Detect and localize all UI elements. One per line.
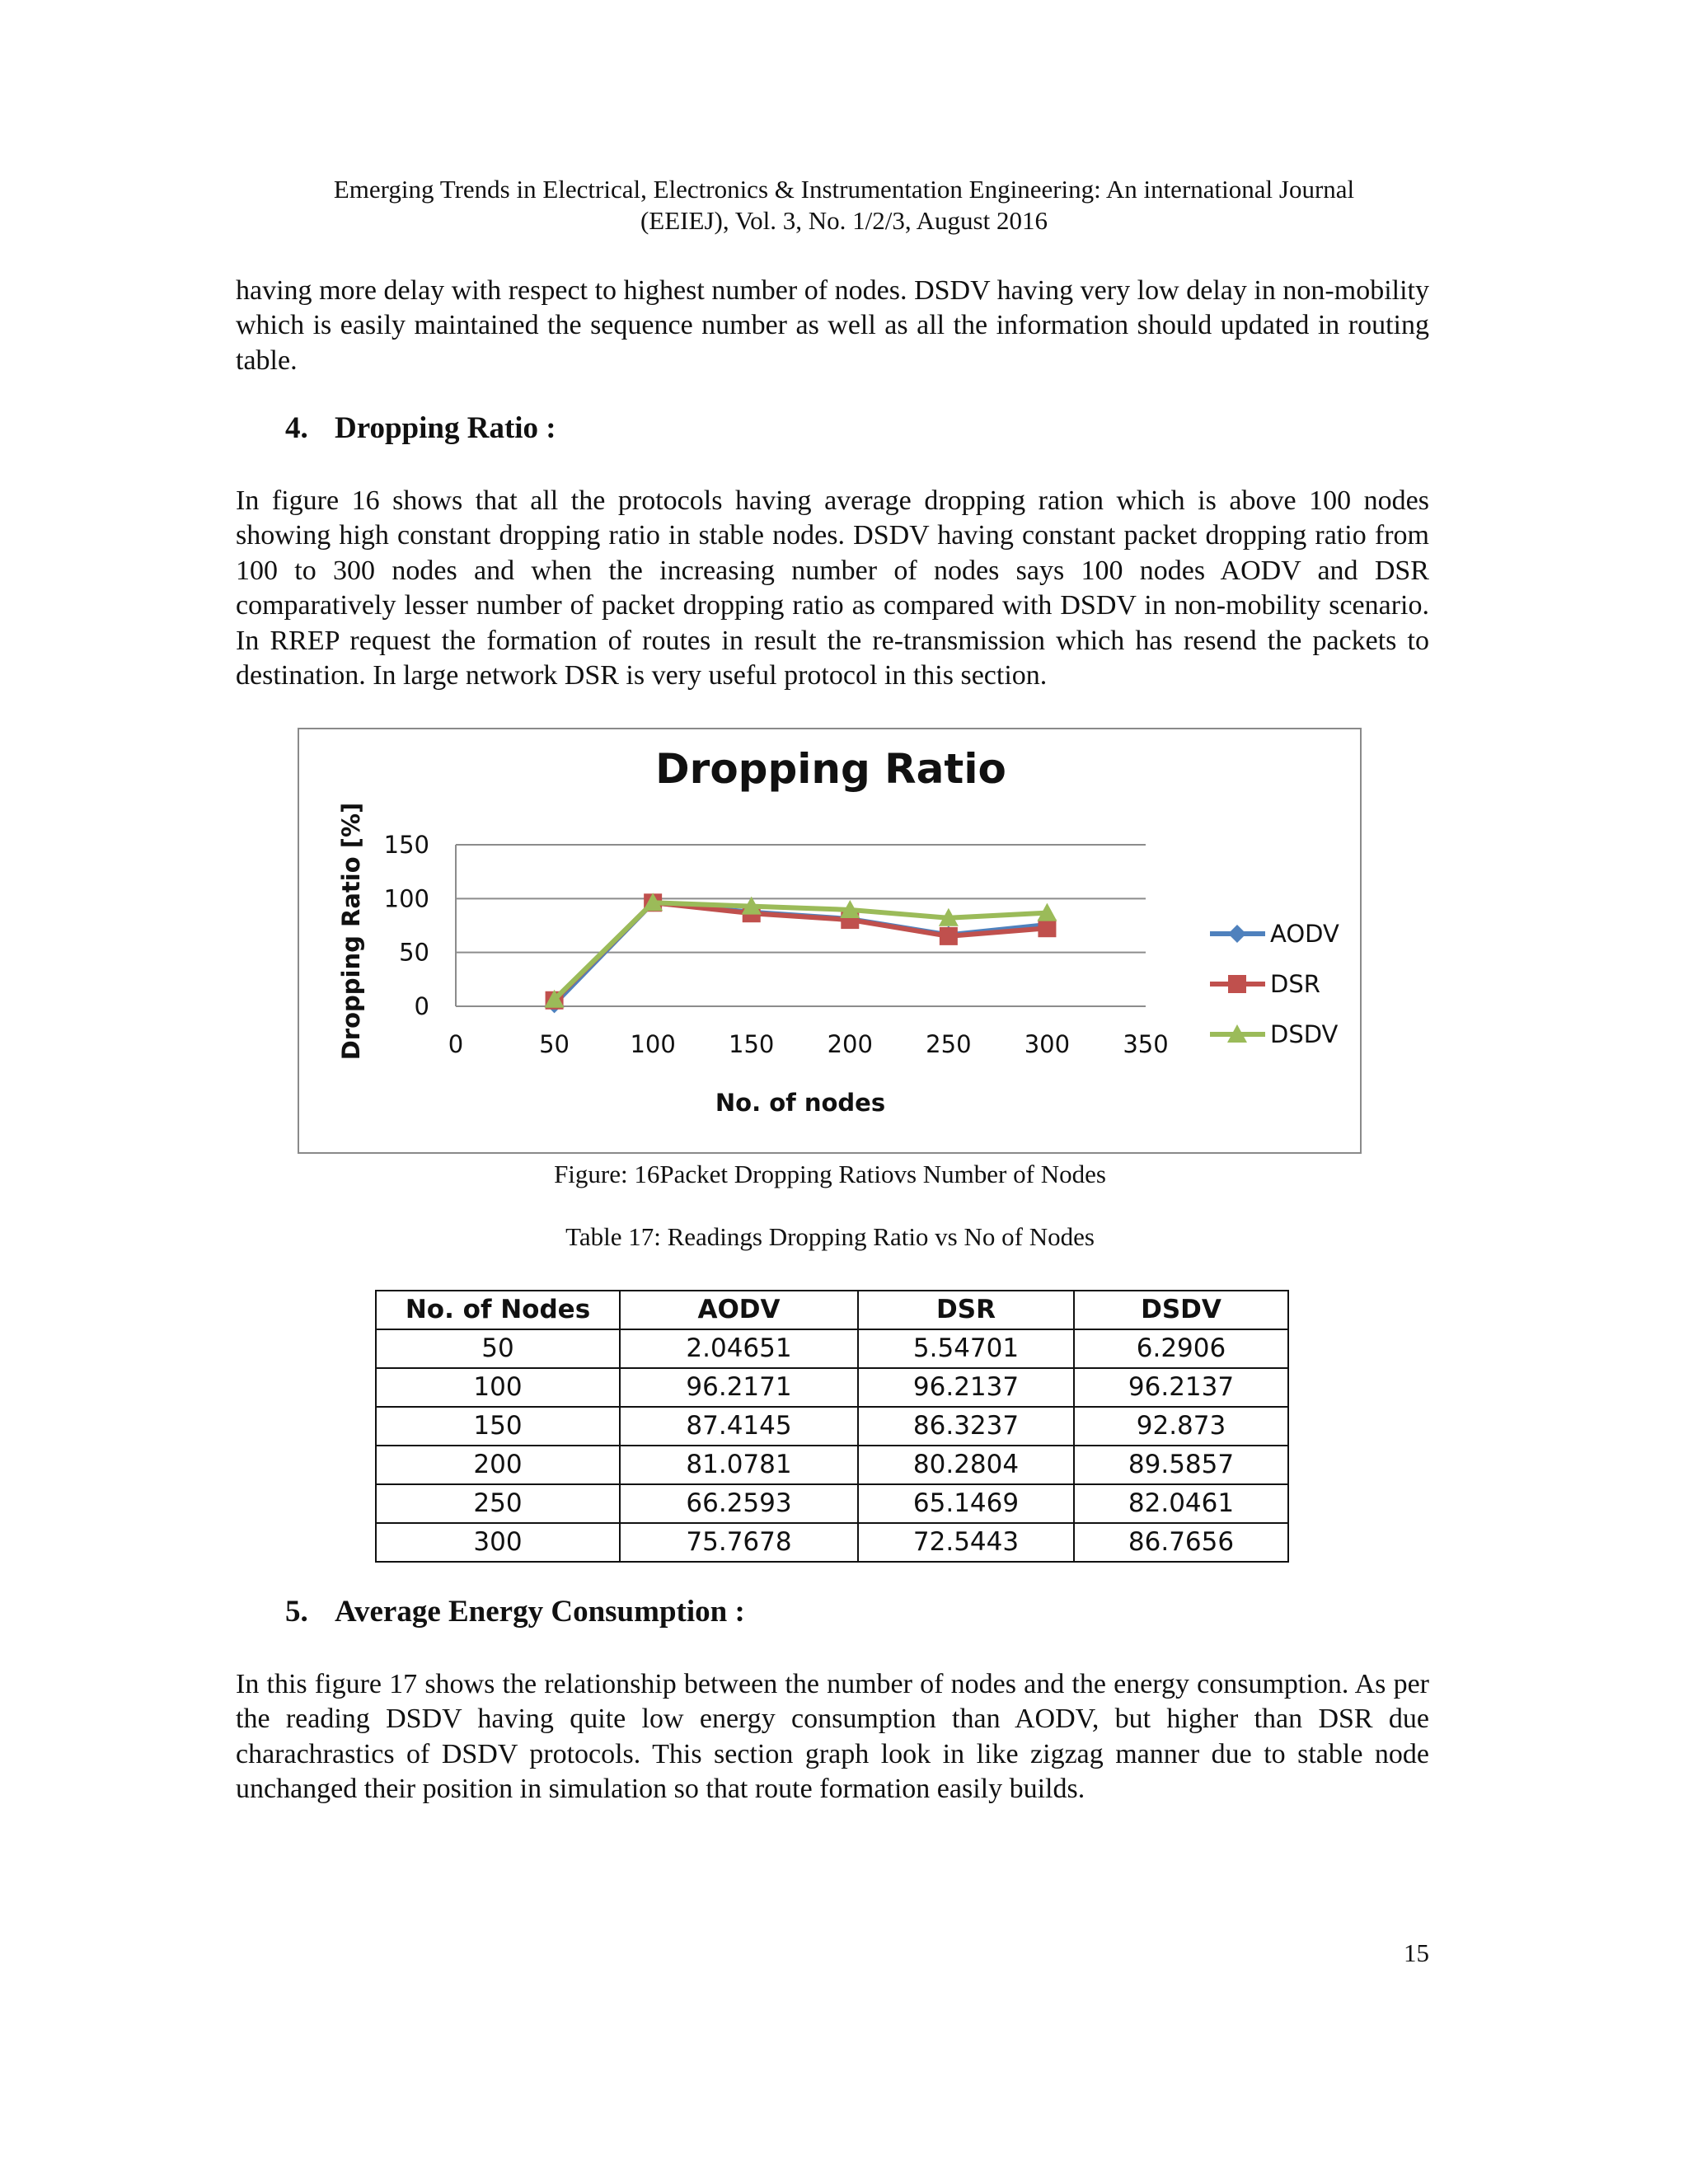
table-cell: 96.2171 [620, 1368, 858, 1407]
table-row [376, 1446, 1288, 1484]
table-cell: 6.2906 [1074, 1329, 1288, 1368]
table-cell: 100 [376, 1368, 620, 1407]
table-cell: 66.2593 [620, 1484, 858, 1523]
section-4-title: Dropping Ratio : [335, 411, 556, 445]
chart-x-axis-label: No. of nodes [715, 1089, 886, 1117]
table-cell: 2.04651 [620, 1329, 858, 1368]
section-5-heading [285, 1594, 745, 1629]
y-tick-label: 50 [399, 938, 429, 967]
table-header-cell: No. of Nodes [376, 1291, 620, 1329]
table-row [376, 1407, 1288, 1446]
table-cell: 92.873 [1074, 1407, 1288, 1446]
dsr-data-point [940, 927, 958, 945]
table-cell: 96.2137 [858, 1368, 1074, 1407]
table-cell: 86.3237 [858, 1407, 1074, 1446]
dsr-legend-marker [1228, 975, 1246, 993]
x-tick-label: 300 [1024, 1030, 1071, 1058]
section-4-number: 4. [285, 411, 308, 445]
x-tick-label: 100 [630, 1030, 676, 1058]
aodv-legend-label: AODV [1270, 920, 1339, 948]
y-tick-label: 0 [414, 992, 429, 1020]
table-cell: 96.2137 [1074, 1368, 1288, 1407]
chart-canvas [299, 729, 1360, 1152]
table-cell: 250 [376, 1484, 620, 1523]
table-cell: 72.5443 [858, 1523, 1074, 1562]
dsdv-legend-label: DSDV [1270, 1020, 1339, 1048]
table-cell: 80.2804 [858, 1446, 1074, 1484]
journal-header-line2: (EEIEJ), Vol. 3, No. 1/2/3, August 2016 [640, 206, 1048, 235]
table-header-cell: DSR [858, 1291, 1074, 1329]
table-row [376, 1329, 1288, 1368]
section-5-number: 5. [285, 1595, 308, 1629]
y-tick-label: 100 [383, 884, 429, 913]
table-header-cell: DSDV [1074, 1291, 1288, 1329]
dsr-data-point [1038, 919, 1056, 937]
section-4-heading [285, 410, 556, 446]
table-cell: 5.54701 [858, 1329, 1074, 1368]
figure-caption: Figure: 16Packet Dropping Ratiovs Number of Nodes [554, 1160, 1106, 1188]
table-header-cell: AODV [620, 1291, 858, 1329]
table-cell: 87.4145 [620, 1407, 858, 1446]
y-tick-label: 150 [383, 831, 429, 859]
section-5-title: Average Energy Consumption : [335, 1595, 745, 1629]
section-5-paragraph: In this figure 17 shows the relationship between the number of nodes and the energy consumption. As per the reading DSDV having quite low energy consumption than AODV, but higher than DSR due charachrastics of DSDV protocols. This section graph look in like zigzag manner due to stable node unchanged their position in simulation so that route formation easily builds. [236, 1669, 1429, 1805]
table-cell: 50 [376, 1329, 620, 1368]
dsr-legend-label: DSR [1270, 970, 1320, 998]
table-cell: 86.7656 [1074, 1523, 1288, 1562]
table-row [376, 1368, 1288, 1407]
x-tick-label: 350 [1123, 1030, 1169, 1058]
table-row [376, 1523, 1288, 1562]
chart-y-axis-label: Dropping Ratio [%] [337, 802, 365, 1061]
readings-table [375, 1290, 1289, 1563]
x-tick-label: 200 [827, 1030, 873, 1058]
table-header-row [376, 1291, 1288, 1329]
page-number: 15 [1404, 1938, 1429, 1967]
table-cell: 200 [376, 1446, 620, 1484]
table-cell: 75.7678 [620, 1523, 858, 1562]
table-cell: 150 [376, 1407, 620, 1446]
x-tick-label: 150 [729, 1030, 775, 1058]
journal-header-line1: Emerging Trends in Electrical, Electronics & Instrumentation Engineering: An international Journal [333, 175, 1355, 204]
aodv-legend-marker [1228, 925, 1246, 943]
x-tick-label: 50 [539, 1030, 570, 1058]
table-cell: 300 [376, 1523, 620, 1562]
table-cell: 82.0461 [1074, 1484, 1288, 1523]
table-cell: 81.0781 [620, 1446, 858, 1484]
table-row [376, 1484, 1288, 1523]
table-cell: 65.1469 [858, 1484, 1074, 1523]
intro-paragraph: having more delay with respect to highest number of nodes. DSDV having very low delay in non-mobility which is easily maintained the sequence number as well as all the information should updated in routing table. [236, 275, 1429, 376]
dropping-ratio-chart [298, 728, 1362, 1154]
table-caption: Table 17: Readings Dropping Ratio vs No of Nodes [565, 1222, 1095, 1251]
chart-title: Dropping Ratio [655, 745, 1006, 793]
x-tick-label: 0 [448, 1030, 464, 1058]
section-4-paragraph: In figure 16 shows that all the protocols having average dropping ration which is above 100 nodes showing high constant dropping ratio in stable nodes. DSDV having constant packet dropping ratio from 100 to 300 nodes and when the increasing number of nodes says 100 nodes AODV and DSR comparatively lesser number of packet dropping ratio as compared with DSDV in non-mobility scenario. In RREP request the formation of routes in result the re-transmission which has resend the packets to destination. In large network DSR is very useful protocol in this section. [236, 485, 1429, 691]
x-tick-label: 250 [926, 1030, 972, 1058]
table-cell: 89.5857 [1074, 1446, 1288, 1484]
